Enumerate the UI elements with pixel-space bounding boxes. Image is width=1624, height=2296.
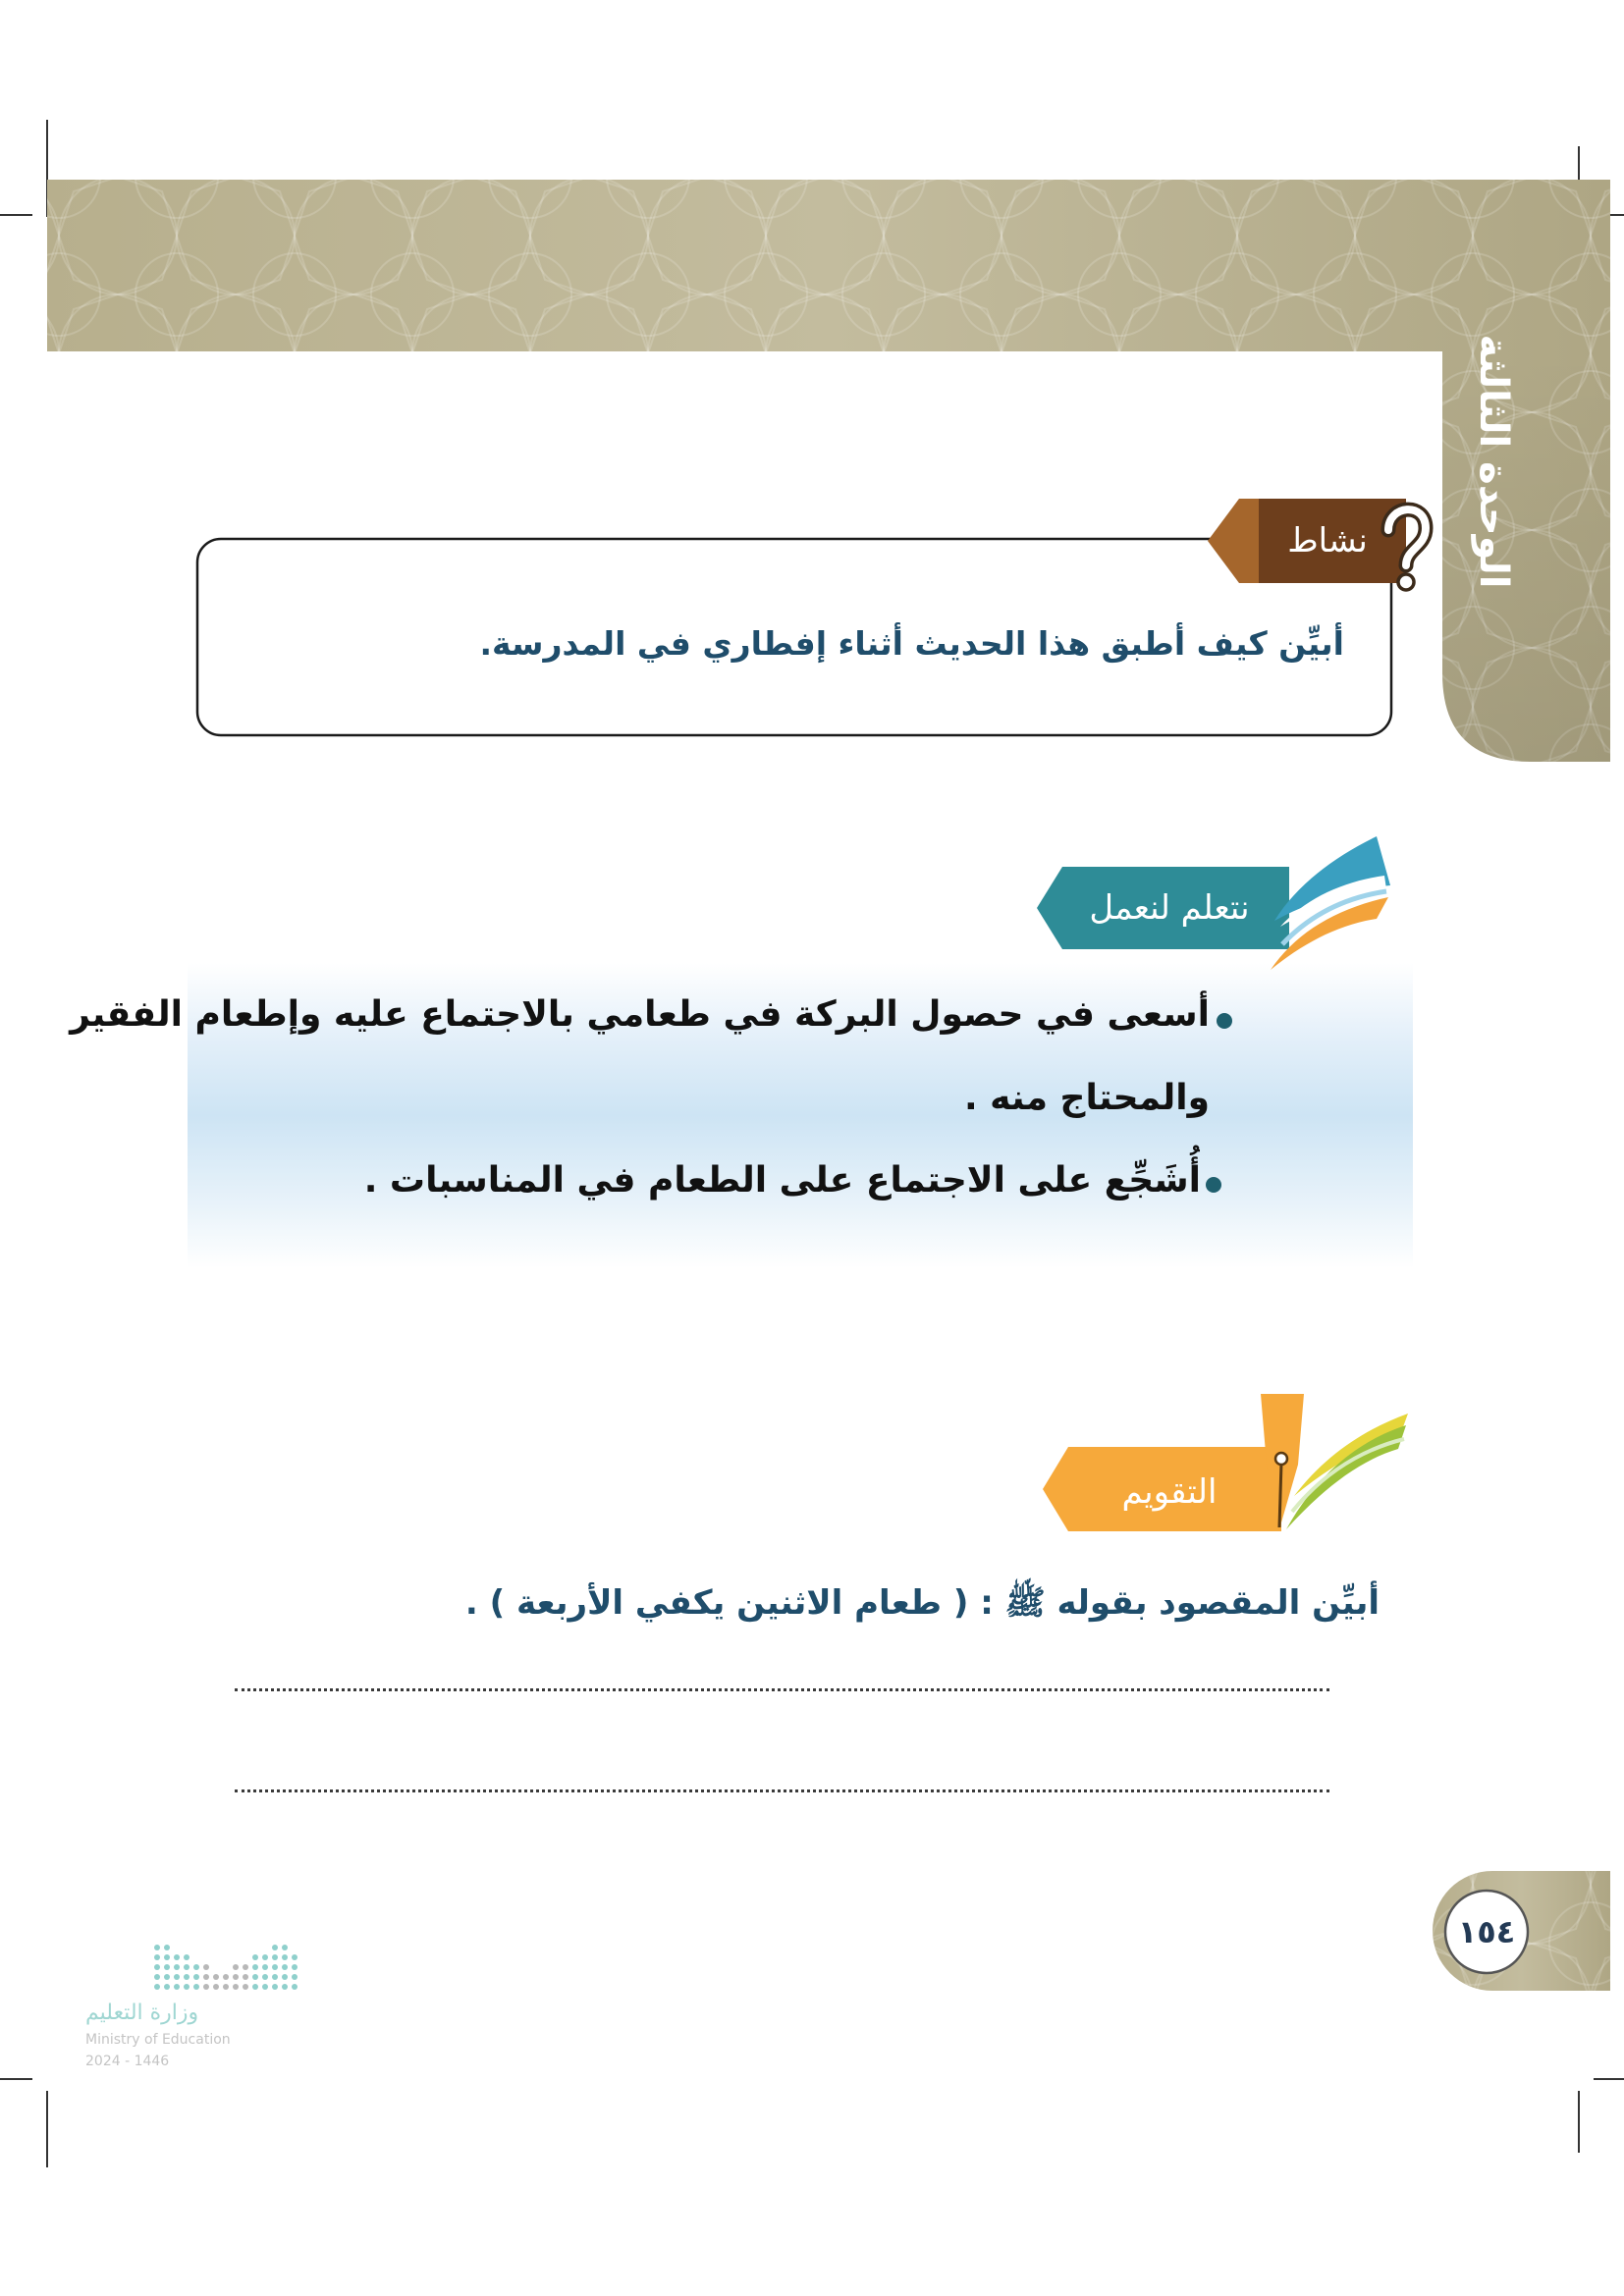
logo-dot <box>154 1964 160 1970</box>
logo-dot <box>262 1964 268 1970</box>
logo-dot <box>164 1974 170 1980</box>
logo-dot <box>213 1984 219 1990</box>
logo-dot <box>154 1954 160 1960</box>
logo-dot <box>184 1974 189 1980</box>
logo-dot <box>243 1984 248 1990</box>
logo-dot <box>154 1984 160 1990</box>
logo-dot <box>213 1974 219 1980</box>
logo-dot <box>154 1974 160 1980</box>
logo-dot <box>252 1954 258 1960</box>
logo-dot <box>262 1974 268 1980</box>
pen-icon-slit <box>1279 1463 1281 1527</box>
logo-dot <box>272 1964 278 1970</box>
logo-dot <box>292 1964 298 1970</box>
logo-dot <box>282 1974 288 1980</box>
bullet-item-1-line-2: والمحتاج منه . <box>963 1078 1210 1118</box>
unit-title: الوحدة الثالثة <box>1471 334 1516 589</box>
activity-text: أبيِّن كيف أطبق هذا الحديث أثناء إفطاري في المدرسة. <box>479 624 1344 663</box>
logo-dot <box>193 1984 199 1990</box>
logo-dot <box>223 1974 229 1980</box>
question-icon-dot <box>1398 574 1414 590</box>
logo-dot <box>252 1974 258 1980</box>
logo-dot <box>252 1984 258 1990</box>
logo-dot <box>292 1954 298 1960</box>
bullet-dot <box>1206 1177 1221 1193</box>
logo-dot <box>203 1974 209 1980</box>
logo-dot <box>233 1974 239 1980</box>
logo-dot <box>184 1984 189 1990</box>
page-number: ١٥٤ <box>1457 1913 1516 1950</box>
logo-dot <box>252 1964 258 1970</box>
logo-dot <box>223 1984 229 1990</box>
logo-dot <box>282 1984 288 1990</box>
evaluation-section-label: التقويم <box>1121 1472 1218 1512</box>
answer-line <box>235 1688 1329 1691</box>
ministry-logo-icon <box>154 1945 298 1990</box>
logo-dot <box>164 1984 170 1990</box>
logo-dot <box>262 1984 268 1990</box>
logo-dot <box>164 1945 170 1950</box>
answer-line <box>235 1789 1329 1792</box>
logo-dot <box>292 1974 298 1980</box>
ministry-name-ar: وزارة التعليم <box>85 2001 199 2025</box>
logo-dot <box>262 1954 268 1960</box>
bullet-dot <box>1217 1013 1232 1029</box>
ministry-year: 2024 - 1446 <box>85 2054 170 2069</box>
logo-dot <box>174 1984 180 1990</box>
logo-dot <box>164 1964 170 1970</box>
logo-dot <box>154 1945 160 1950</box>
logo-dot <box>272 1974 278 1980</box>
logo-dot <box>193 1974 199 1980</box>
logo-dot <box>203 1964 209 1970</box>
evaluation-question: أبيِّن المقصود بقوله ﷺ : ( طعام الاثنين يكفي الأربعة ) . <box>464 1583 1380 1623</box>
logo-dot <box>174 1954 180 1960</box>
logo-dot <box>164 1954 170 1960</box>
logo-dot <box>184 1964 189 1970</box>
logo-dot <box>184 1954 189 1960</box>
pen-icon <box>1261 1394 1408 1529</box>
logo-dot <box>243 1964 248 1970</box>
logo-dot <box>272 1945 278 1950</box>
bullet-item-1-line-1: أسعى في حصول البركة في طعامي بالاجتماع عليه وإطعام الفقير <box>70 994 1210 1035</box>
logo-dot <box>272 1954 278 1960</box>
logo-dot <box>174 1974 180 1980</box>
logo-dot <box>282 1954 288 1960</box>
logo-dot <box>193 1964 199 1970</box>
activity-label: نشاط <box>1287 521 1368 561</box>
pen-icon-hole <box>1275 1453 1287 1465</box>
logo-dot <box>203 1984 209 1990</box>
logo-dot <box>243 1974 248 1980</box>
ministry-name-en: Ministry of Education <box>85 2032 231 2048</box>
logo-dot <box>233 1964 239 1970</box>
logo-dot <box>272 1984 278 1990</box>
pen-icon-swoosh-green <box>1286 1425 1406 1529</box>
logo-dot <box>233 1984 239 1990</box>
header-strip-shade <box>1442 351 1610 762</box>
logo-dot <box>174 1964 180 1970</box>
bullet-item-2: أُشَجِّع على الاجتماع على الطعام في المناسبات . <box>363 1160 1201 1201</box>
logo-dot <box>292 1984 298 1990</box>
learn-section-label: نتعلم لنعمل <box>1089 888 1250 928</box>
book-icon <box>1271 836 1390 970</box>
logo-dot <box>282 1945 288 1950</box>
logo-dot <box>282 1964 288 1970</box>
